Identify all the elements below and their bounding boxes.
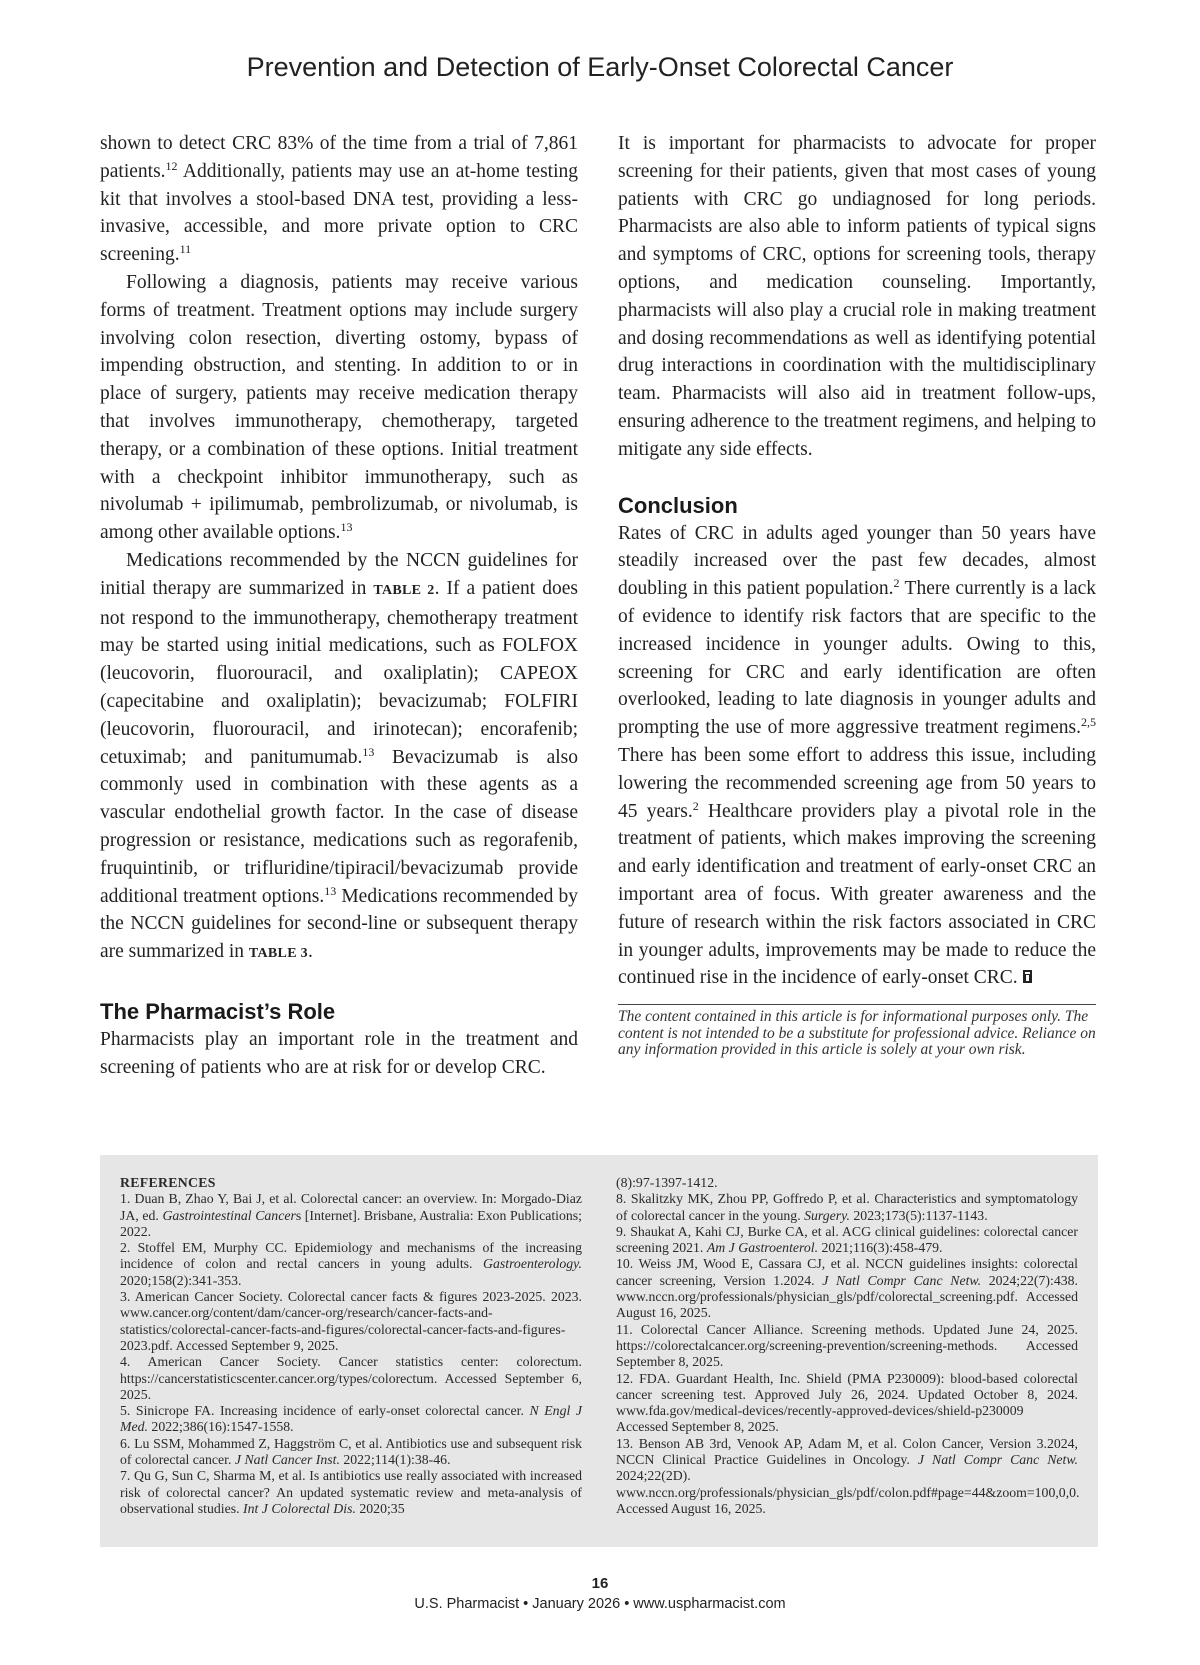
- reference-item: 5. Sinicrope FA. Increasing incidence of early-onset colorectal cancer. N Engl J Med. 2022;386(16):1547-1558.: [120, 1403, 582, 1435]
- table-3-reference: TABLE 3: [248, 946, 308, 962]
- body-paragraph: Following a diagnosis, patients may receive various forms of treatment. Treatment options may include surgery involving colon resection, diverting ostomy, bypass of impending obstruction, and stenting. In addition to or in place of surgery, patients may receive medication therapy that involves immunotherapy, chemotherapy, targeted therapy, or a combination of these options. Initial treatment with a checkpoint inhibitor immunotherapy, such as nivolumab + ipilimumab, pembrolizumab, or nivolumab, is among other available options.$^{13}$: [100, 271, 578, 544]
- body-paragraph: shown to detect CRC 83% of the time from a trial of 7,861 patients.$^{12}$ Additionally, patients may use an at-home testing kit that involves a stool-based DNA test, providing a less-invasive, accessible, and more private option to CRC screening.$^{11}$: [100, 133, 578, 266]
- table-2-reference: TABLE 2: [373, 582, 435, 598]
- disclaimer: The content contained in this article is for informational purposes only. The content is not intended to be a substitute for professional advice. Reliance on any information provided in this article is solely at your own risk.: [618, 1008, 1096, 1059]
- reference-item: 9. Shaukat A, Kahi CJ, Burke CA, et al. ACG clinical guidelines: colorectal cancer screening 2021. Am J Gastroenterol. 2021;116(3):458-479.: [616, 1223, 1078, 1256]
- body-paragraph: Pharmacists play an important role in the treatment and screening of patients who are at risk for or develop CRC.: [100, 1028, 578, 1078]
- right-column: [618, 130, 1096, 1059]
- reference-item: 8. Skalitzky MK, Zhou PP, Goffredo P, et al. Characteristics and symptomatology of colorectal cancer in the young. Surgery. 2023;173(5):1137-1143.: [616, 1191, 1078, 1223]
- divider: [618, 1004, 1096, 1005]
- end-of-article-icon: [1022, 969, 1033, 984]
- page-number: 16: [591, 1575, 609, 1592]
- reference-item: 11. Colorectal Cancer Alliance. Screening methods. Updated June 24, 2025. https://colorectalcancer.org/screening-prevention/screening-methods. Accessed September 8, 2025.: [616, 1321, 1078, 1370]
- reference-item: 13. Benson AB 3rd, Venook AP, Adam M, et al. Colon Cancer, Version 3.2024, NCCN Clinical Practice Guidelines in Oncology. J Natl Compr Canc Netw. 2024;22(2D). www.nccn.org/professionals/physician_gls/pdf/colon.pdf#page=44&zoom=100,0,0. Accessed August 16, 2025.: [616, 1435, 1080, 1516]
- reference-item: 3. American Cancer Society. Colorectal cancer facts & figures 2023-2025. 2023. www.cancer.org/content/dam/cancer-org/research/cancer-facts-and-statistics/colorectal-cancer-facts-and-figures/colorectal-cancer-facts-and-figures-2023.pdf. Accessed September 9, 2025.: [120, 1289, 582, 1353]
- references-box: [100, 1155, 1098, 1547]
- reference-item: (8):97-1397-1412.: [616, 1175, 718, 1190]
- references-heading: REFERENCES: [120, 1175, 216, 1190]
- section-heading-pharmacists-role: The Pharmacist’s Role: [100, 998, 336, 1024]
- section-heading-conclusion: Conclusion: [618, 492, 738, 518]
- reference-item: 7. Qu G, Sun C, Sharma M, et al. Is antibiotics use really associated with increased risk of colorectal cancer? An updated systematic review and meta-analysis of observational studies. Int J Colorectal Dis. 2020;35: [120, 1468, 582, 1516]
- reference-item: 12. FDA. Guardant Health, Inc. Shield (PMA P230009): blood-based colorectal cancer screening test. Approved July 26, 2024. Updated October 8, 2024. www.fda.gov/medical-devices/recently-approved-devices/shield-p230009 Accessed September 8, 2025.: [616, 1370, 1078, 1435]
- reference-item: 4. American Cancer Society. Cancer statistics center: colorectum. https://cancerstatisticscenter.cancer.org/types/colorectum. Accessed September 6, 2025.: [120, 1354, 582, 1402]
- reference-item: 1. Duan B, Zhao Y, Bai J, et al. Colorectal cancer: an overview. In: Morgado-Diaz JA, ed. Gastrointestinal Cancers [Internet]. Brisbane, Australia: Exon Publications; 2022.: [120, 1191, 582, 1239]
- references-right-column: [616, 1175, 1078, 1517]
- page-title: Prevention and Detection of Early-Onset Colorectal Cancer: [246, 52, 954, 82]
- reference-item: 6. Lu SSM, Mohammed Z, Haggström C, et al. Antibiotics use and subsequent risk of colorectal cancer. J Natl Cancer Inst. 2022;114(1):38-46.: [120, 1435, 582, 1468]
- left-column: [100, 130, 578, 1082]
- reference-item: 10. Weiss JM, Wood E, Cassara CJ, et al. NCCN guidelines insights: colorectal cancer screening, Version 1.2024. J Natl Compr Canc Netw. 2024;22(7):438. www.nccn.org/professionals/physician_gls/pdf/colorectal_screening.pdf. Accessed August 16, 2025.: [616, 1256, 1078, 1321]
- page-footer: U.S. Pharmacist • January 2026 • www.uspharmacist.com: [414, 1596, 786, 1612]
- body-paragraph: Rates of CRC in adults aged younger than 50 years have steadily increased over the past few decades, almost doubling in this patient population.$^2$ There currently is a lack of evidence to identify risk factors that are specific to the increased incidence in younger adults. Owing to this, screening for CRC and early identification are often overlooked, leading to late diagnosis in younger adults and prompting the use of more aggressive treatment regimens.$^{2,5}$ There has been some effort to address this issue, including lowering the recommended screening age from 50 years to 45 years.$^2$ Healthcare providers play a pivotal role in the treatment of patients, which makes improving the screening and early identification and treatment of early-onset CRC an important area of focus. With greater awareness and the future of research within the risk factors associated in CRC in younger adults, improvements may be made to reduce the continued rise in the incidence of early-onset CRC.: [618, 522, 1096, 989]
- reference-item: 2. Stoffel EM, Murphy CC. Epidemiology and mechanisms of the increasing incidence of colon and rectal cancers in young adults. Gastroenterology. 2020;158(2):341-353.: [120, 1240, 582, 1288]
- references-left-column: [120, 1175, 582, 1517]
- body-paragraph: It is important for pharmacists to advocate for proper screening for their patients, given that most cases of young patients with CRC go undiagnosed for long periods. Pharmacists are also able to inform patients of typical signs and symptoms of CRC, options for screening tools, therapy options, and medication counseling. Importantly, pharmacists will also play a crucial role in making treatment and dosing recommendations as well as identifying potential drug interactions in coordination with the multidisciplinary team. Pharmacists will also aid in treatment follow-ups, ensuring adherence to the treatment regimens, and helping to mitigate any side effects.: [618, 133, 1096, 460]
- body-paragraph: Medications recommended by the NCCN guidelines for initial therapy are summarized in TABLE 2. If a patient does not respond to the immunotherapy, chemotherapy treatment may be started using initial medications, such as FOLFOX (leucovorin, fluorouracil, and oxaliplatin); CAPEOX (capecitabine and oxaliplatin); bevacizumab; FOLFIRI (leucovorin, fluorouracil, and irinotecan); encorafenib; cetuximab; and panitumumab.$^{13}$ Bevacizumab is also commonly used in combination with these agents as a vascular endothelial growth factor. In the case of disease progression or resistance, medications such as regorafenib, fruquintinib, or trifluridine/tipiracil/bevacizumab provide additional treatment options.$^{13}$ Medications recommended by the NCCN guidelines for second-line or subsequent therapy are summarized in TABLE 3.: [100, 549, 578, 963]
